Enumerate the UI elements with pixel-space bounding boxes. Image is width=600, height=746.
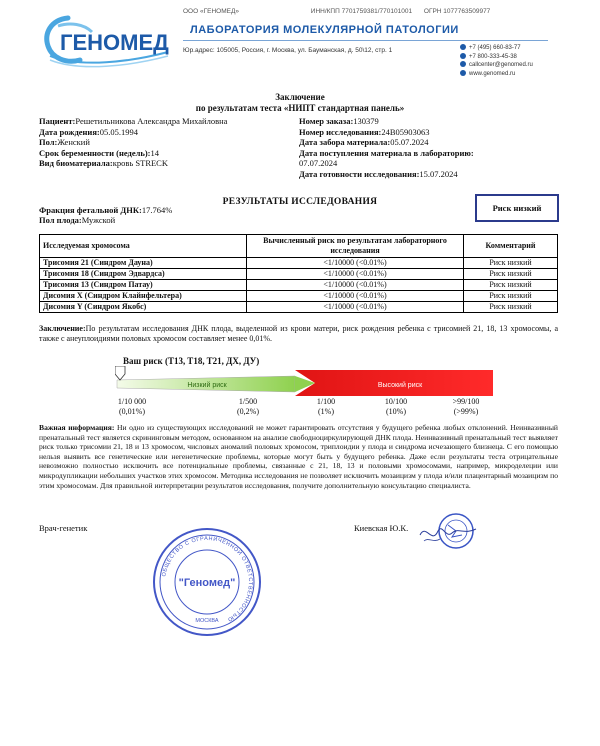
header-registration-line <box>183 8 490 15</box>
fetal-fraction: Фракция фетальной ДНК:17.764% <box>39 205 173 215</box>
table-row: Трисомия 18 (Синдром Эдвардса) <1/10000 (<0.01%) Риск низкий <box>40 269 558 280</box>
table-row: Трисомия 13 (Синдром Патау) <1/10000 (<0.01%) Риск низкий <box>40 280 558 291</box>
ready-row: Дата готовности исследования:15.07.2024 <box>299 168 458 179</box>
inn: ИНН/КПП 7701759381/770101001 <box>310 8 413 15</box>
stamp-city-text: МОСКВА <box>195 618 219 624</box>
tick-3: 1/100 (1%) <box>316 397 336 416</box>
header-chromosome: Исследуемая хромосома <box>40 235 247 258</box>
sampling-row: Дата забора материала:05.07.2024 <box>299 137 429 147</box>
contacts-block <box>460 44 533 78</box>
tick-5: >99/100 (>99%) <box>452 397 480 416</box>
dob-row: Дата рождения:05.05.1994 <box>39 126 139 137</box>
title-line-1: Заключение <box>275 92 325 102</box>
conclusion: Заключение:По результатам исследования ДНК плода, выделенной из крови матери, риск рождения ребенка с трисомией 21, 18, 13 хромосомы, а также с анеуплоидиями половых хромосом составляет менее 0,01%. <box>39 324 558 343</box>
biomaterial-row: Вид биоматериала:кровь STRECK <box>39 158 168 168</box>
legal-address: Юр.адрес: 105005, Россия, г. Москва, ул. Бауманская, д. 50\12, стр. 1 <box>183 47 393 54</box>
risk-badge: Риск низкий <box>475 194 559 222</box>
logo-text: ГЕНОМЕД <box>60 30 169 55</box>
table-row: Трисомия 21 (Синдром Дауна) <1/10000 (<0.01%) Риск низкий <box>40 258 558 269</box>
org-short: ООО «ГЕНОМЕД» <box>183 8 239 15</box>
header-divider <box>183 40 548 41</box>
patient-row: Пациент:Решетильникова Александра Михайловна <box>39 116 228 126</box>
doctor-name: Киевская Ю.К. <box>354 523 409 533</box>
high-risk-label: Высокий риск <box>377 382 423 389</box>
low-risk-label: Низкий риск <box>187 382 227 389</box>
stamp-center-text: "Геномед" <box>178 577 236 589</box>
phone-icon <box>460 44 466 50</box>
tick-4: 10/100 (10%) <box>384 397 408 416</box>
study-row: Номер исследования:24B05903063 <box>299 126 430 137</box>
risk-marker-icon <box>115 366 125 380</box>
risk-scale-title: Ваш риск (T13, T18, T21, ДХ, ДУ) <box>123 356 260 366</box>
contact-phone-1: +7 (495) 660-83-77 <box>460 44 533 53</box>
important-info: Важная информация: Ни одно из существующих исследований не может гарантировать отсутствия у будущего ребенка любых отклонений. Неинвазивный пренатальный тест является скрининговым методом, основанном на анализе свободноциркулирующей ДНК плода. Неинвазивный пренатальный тест выявляет риск только трисомии 21, 18 и 13 хромосом, числовых аномалий половых хромосом, триплоидии у плода и синдрома исчезающего близнеца. С его помощью нельзя выявить все генетические или негенетические проблемы, которые могут быть у будущего ребенка. Даже если результаты теста отрицательные невозможно полностью исключить все потенциальные проблемы, связанные с 21, 18, 13 и половыми хромосомами, например, микроделеции или микродупликации небольших участков этих хромосом. Методика исследования не позволяет исключить мозаицизм у плода и/или плацентарный мозаицизм по этим хромосомам. Для правильной интерпретации результатов исследования, получите дополнительную консультацию специалиста. <box>39 423 558 490</box>
doctor-signature-stamp-icon <box>418 505 478 560</box>
phone-icon <box>460 53 466 59</box>
genomed-logo <box>40 12 175 70</box>
document-title <box>0 92 600 114</box>
order-row: Номер заказа:130379 <box>299 116 379 126</box>
header-risk: Вычисленный риск по результатам лабораторного исследования <box>247 235 464 258</box>
risk-scale <box>115 366 495 396</box>
order-info <box>299 116 569 179</box>
contact-email: callcenter@genomed.ru <box>460 61 533 70</box>
tick-1: 1/10 000 (0,01%) <box>117 397 147 416</box>
title-line-2: по результатам теста «НИПТ стандартная панель» <box>195 103 405 113</box>
contact-phone-2: +7 800-333-45-38 <box>460 53 533 62</box>
results-table <box>39 234 558 313</box>
doctor-role: Врач-генетик <box>39 523 88 533</box>
lab-title: ЛАБОРАТОРИЯ МОЛЕКУЛЯРНОЙ ПАТОЛОГИИ <box>190 24 459 36</box>
email-icon <box>460 61 466 67</box>
globe-icon <box>460 70 466 76</box>
ogrn: ОГРН 1077763509977 <box>423 8 491 15</box>
table-header-row <box>40 235 558 258</box>
stamp-ring-text: ОБЩЕСТВО С ОГРАНИЧЕННОЙ ОТВЕТСТВЕННОСТЬЮ <box>161 535 254 623</box>
header-comment: Комментарий <box>464 235 558 258</box>
results-title: РЕЗУЛЬТАТЫ ИССЛЕДОВАНИЯ <box>222 197 378 207</box>
table-row: Дисомия X (Синдром Клайнфельтера) <1/10000 (<0.01%) Риск низкий <box>40 291 558 302</box>
term-row: Срок беременности (недель):14 <box>39 147 160 158</box>
company-seal-icon <box>151 526 263 638</box>
table-row: Дисомия Y (Синдром Якобс) <1/10000 (<0.01%) Риск низкий <box>40 302 558 313</box>
contact-website: www.genomed.ru <box>460 70 533 79</box>
sex-row: Пол:Женский <box>39 137 90 147</box>
fetal-sex: Пол плода:Мужской <box>39 215 116 225</box>
received-value: 07.07.2024 <box>299 158 338 168</box>
received-row: Дата поступления материала в лабораторию: <box>299 147 474 158</box>
tick-2: 1/500 (0,2%) <box>237 397 259 416</box>
patient-info <box>39 116 299 169</box>
